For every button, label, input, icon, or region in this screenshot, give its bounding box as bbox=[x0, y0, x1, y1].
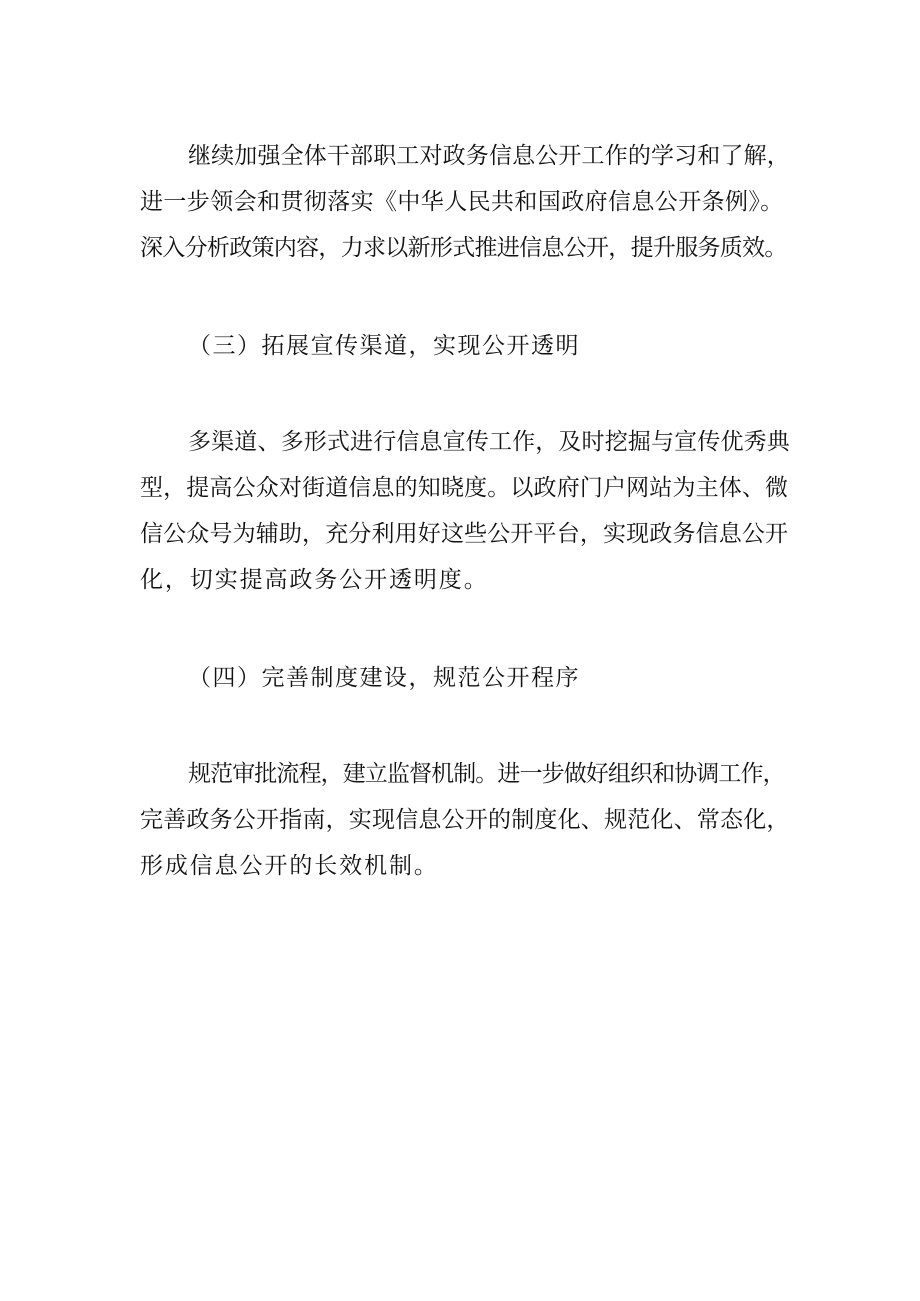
section-3-heading: （三）拓展宣传渠道，实现公开透明 bbox=[188, 333, 580, 359]
paragraph-3-line-2: 完善政务公开指南，实现信息公开的制度化、规范化、常态化， bbox=[140, 807, 790, 833]
section-4-heading: （四）完善制度建设，规范公开程序 bbox=[188, 665, 580, 691]
paragraph-2-line-4: 化，切实提高政务公开透明度。 bbox=[140, 567, 489, 593]
paragraph-2-line-1: 多渠道、多形式进行信息宣传工作，及时挖掘与宣传优秀典 bbox=[188, 429, 790, 455]
paragraph-1-line-3: 深入分析政策内容，力求以新形式推进信息公开，提升服务质效。 bbox=[140, 235, 787, 261]
paragraph-3-line-3: 形成信息公开的长效机制。 bbox=[140, 853, 439, 879]
paragraph-2-line-2: 型，提高公众对街道信息的知晓度。以政府门户网站为主体、微 bbox=[140, 475, 789, 501]
paragraph-1-line-2: 进一步领会和贯彻落实《中华人民共和国政府信息公开条例》。 bbox=[140, 189, 784, 215]
paragraph-1-line-1: 继续加强全体干部职工对政务信息公开工作的学习和了解， bbox=[188, 143, 790, 169]
paragraph-3-line-1: 规范审批流程，建立监督机制。进一步做好组织和协调工作， bbox=[188, 761, 785, 787]
paragraph-2-line-3: 信公众号为辅助，充分利用好这些公开平台，实现政务信息公开 bbox=[140, 521, 789, 547]
